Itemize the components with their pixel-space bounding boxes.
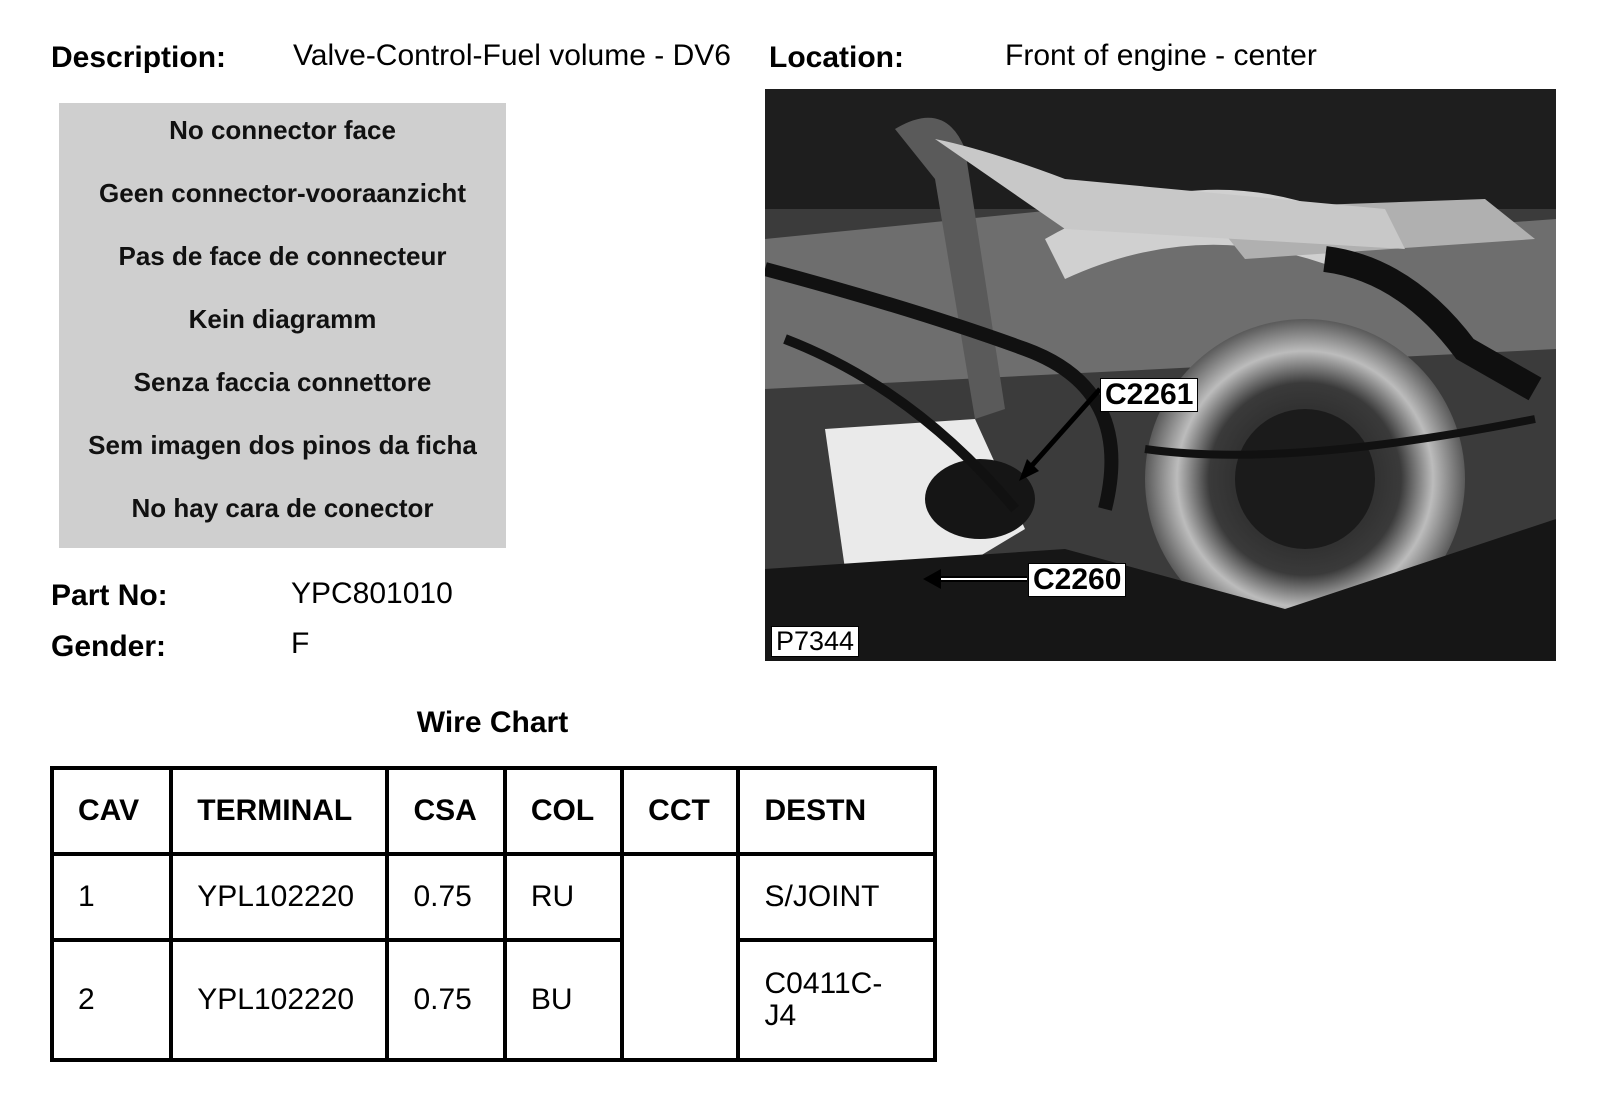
gender-value: F	[291, 627, 310, 660]
table-row	[52, 940, 935, 1060]
no-connector-face-box	[59, 103, 506, 548]
wire-chart-table	[50, 766, 937, 1062]
engine-location-photo	[765, 89, 1556, 661]
cell-terminal: YPL102220	[171, 854, 387, 940]
header-destn: DESTN	[738, 768, 935, 854]
description-label: Description:	[51, 41, 227, 74]
header-terminal: TERMINAL	[171, 768, 387, 854]
header-csa: CSA	[387, 768, 504, 854]
cell-terminal: YPL102220	[171, 940, 387, 1060]
cell-csa: 0.75	[387, 940, 504, 1060]
engine-photo-illustration	[765, 89, 1556, 661]
no-face-text-en: No connector face	[169, 115, 396, 145]
cell-destn: C0411C-J4	[738, 940, 935, 1060]
cell-cav: 1	[52, 854, 171, 940]
location-value: Front of engine - center	[1005, 39, 1317, 72]
cell-csa: 0.75	[387, 854, 504, 940]
header-cav: CAV	[52, 768, 171, 854]
header-col: COL	[505, 768, 622, 854]
part-no-label: Part No:	[51, 579, 168, 612]
callout-c2261: C2261	[1100, 378, 1198, 412]
location-label: Location:	[769, 41, 904, 74]
header-cct: CCT	[622, 768, 738, 854]
table-row	[52, 854, 935, 940]
no-face-text-es: No hay cara de conector	[131, 493, 434, 523]
cell-destn: S/JOINT	[738, 854, 935, 940]
gender-label: Gender:	[51, 630, 167, 663]
description-value: Valve-Control-Fuel volume - DV6	[293, 39, 731, 72]
no-face-text-fr: Pas de face de connecteur	[118, 241, 447, 271]
cell-col: BU	[505, 940, 622, 1060]
cell-col: RU	[505, 854, 622, 940]
cell-cav: 2	[52, 940, 171, 1060]
wire-chart-header-row	[52, 768, 935, 854]
callout-c2260: C2260	[1028, 563, 1126, 597]
wire-chart-title: Wire Chart	[416, 706, 569, 739]
no-face-text-nl: Geen connector-vooraanzicht	[99, 178, 466, 208]
no-face-text-de: Kein diagramm	[188, 304, 377, 334]
no-face-text-it: Senza faccia connettore	[133, 367, 432, 397]
cell-cct	[622, 854, 738, 1060]
part-no-value: YPC801010	[291, 577, 453, 610]
photo-id-label: P7344	[771, 626, 859, 657]
no-face-text-pt: Sem imagen dos pinos da ficha	[88, 430, 477, 460]
